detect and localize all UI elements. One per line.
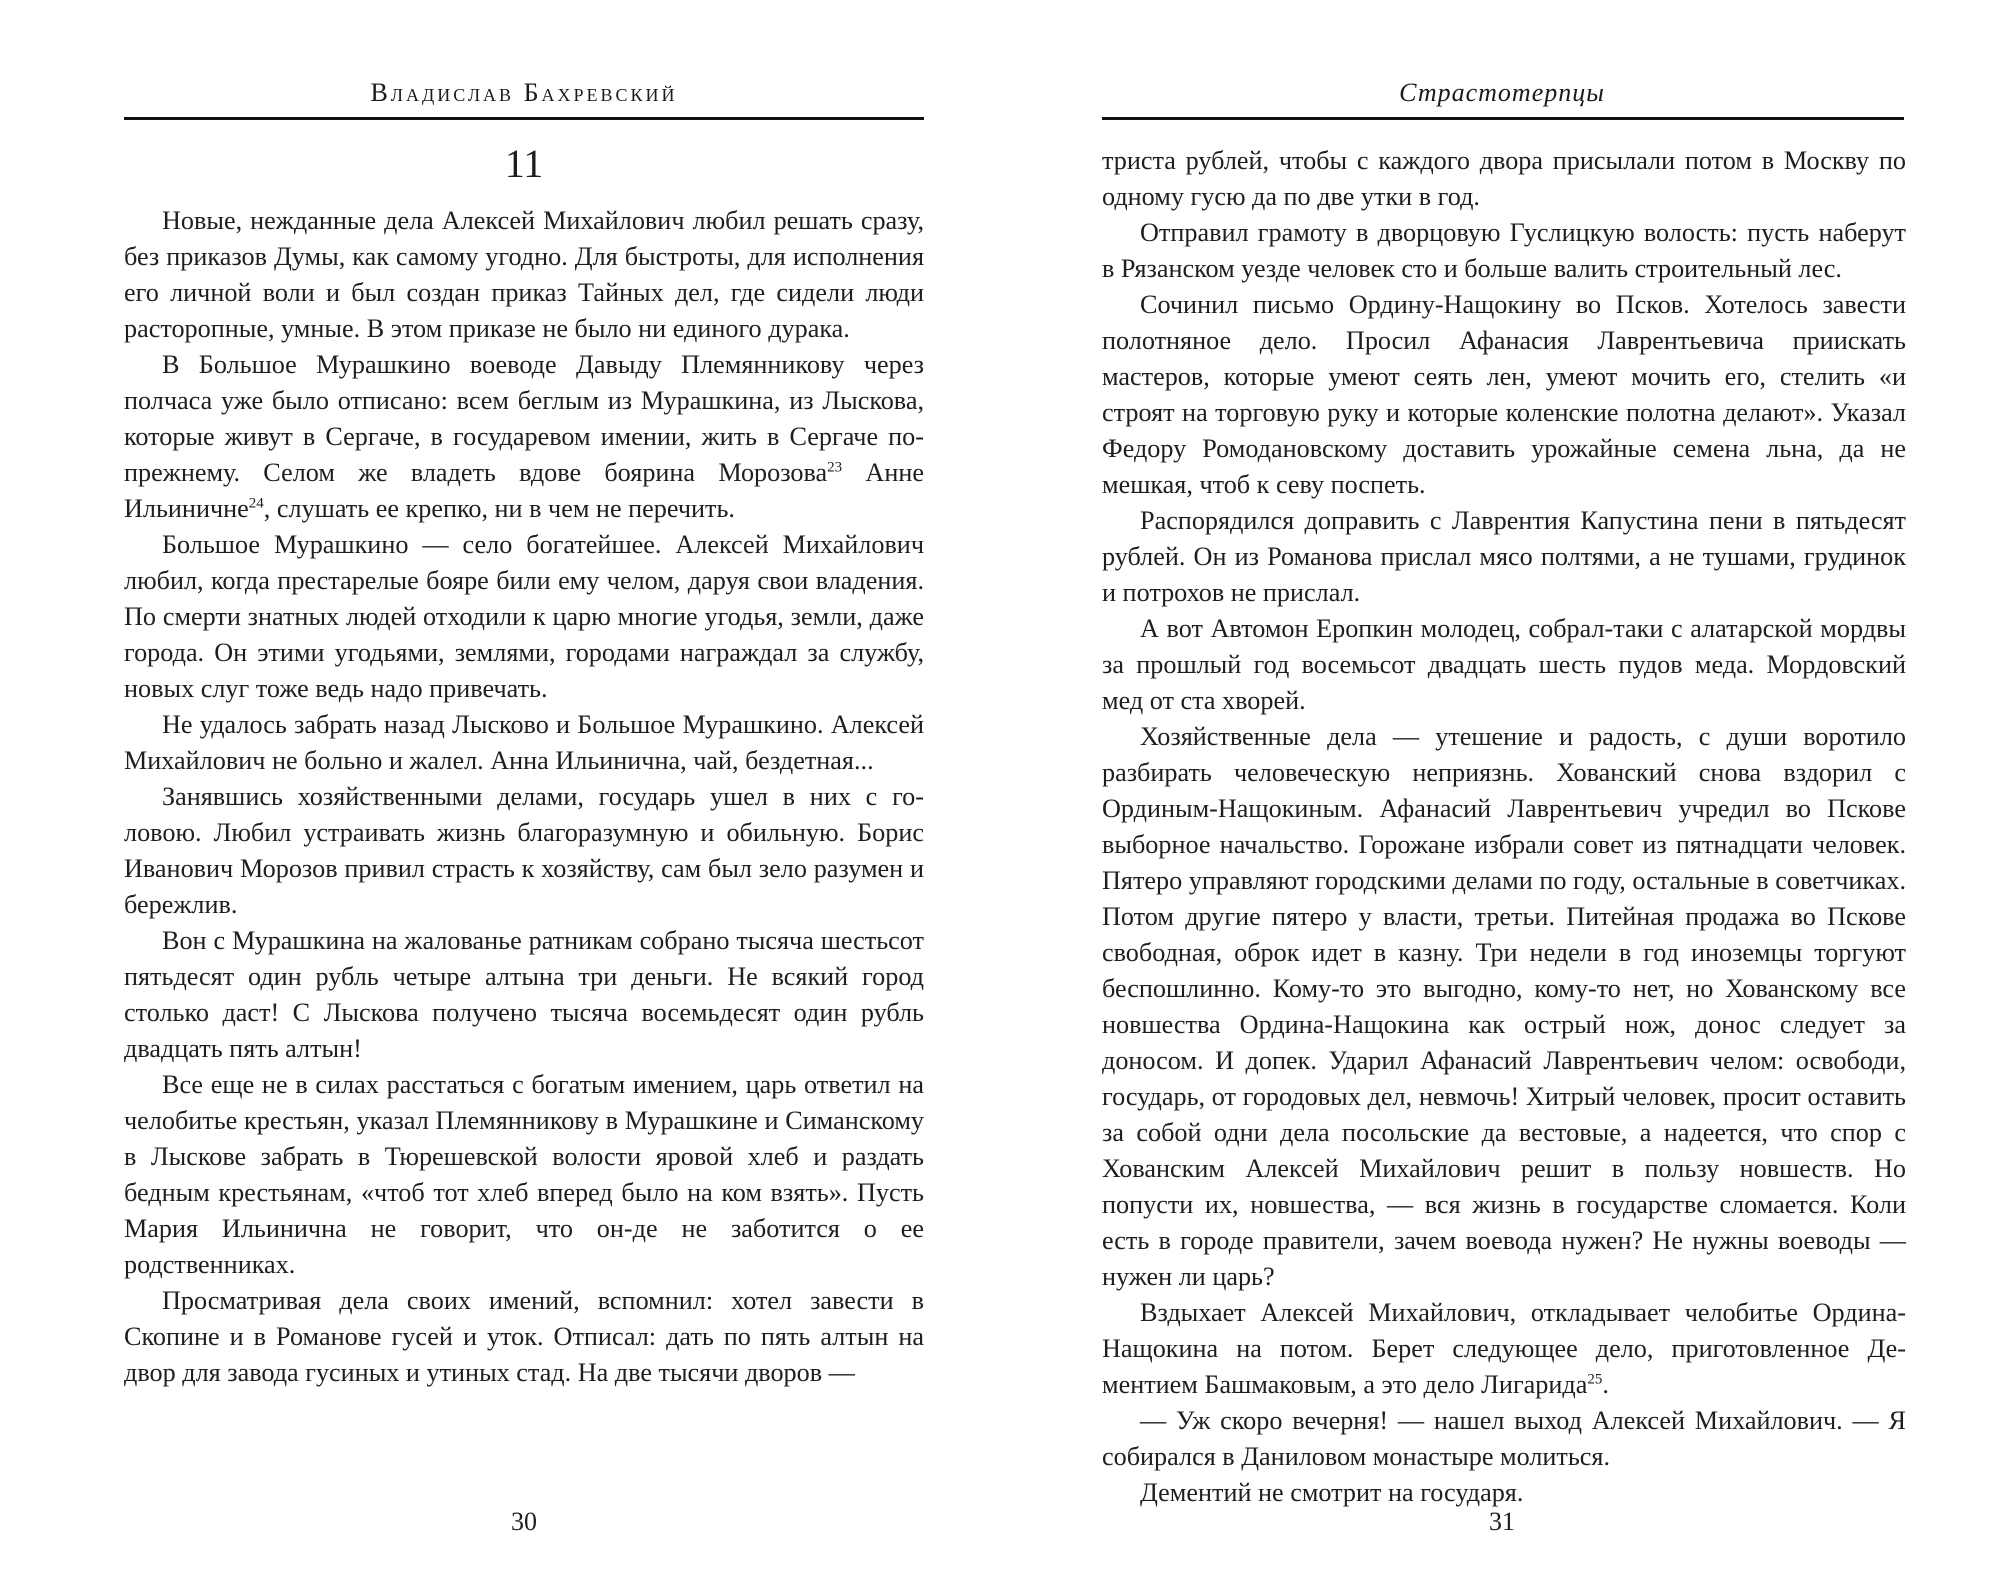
paragraph: Занявшись хозяйственными делами, государь ушел в них с головою. Любил устраивать жизнь благоразумную и обильную. Борис Иванович Морозов привил страсть к хозяйству, сам был зело разумен и бережлив. (124, 782, 924, 919)
paragraph: — Уж скоро вечерня! — нашел выход Алексей Михайлович. — Я собирался в Даниловом монастыре молиться. (1102, 1406, 1906, 1471)
paragraph: Сочинил письмо Ордину-Нащокину во Псков. Хотелось завести полотняное дело. Просил Афанасия Лаврентьевича приискать мастеров, которые умеют сеять лен, умеют мочить его, стелить «и строят на торговую руку и которые коленские полотна делают». Указал Федору Ромодановскому доставить урожайные семена льна, да не мешкая, чтоб к севу поспеть. (1102, 290, 1906, 499)
paragraph (124, 347, 924, 527)
paragraph: Дементий не смотрит на государя. (1140, 1478, 1524, 1507)
paragraph: Хозяйственные дела — утешение и радость, с души воротило разбирать человеческую неприязнь. Хованский снова вздорил с Ординым-Нащокиным. Афанасий Лаврентьевич учредил во Пскове выборное начальство. Горожане избрали совет из пятнадцати человек. Пятеро управляют городскими делами по году, остальные в советчиках. Потом другие пятеро у власти, третьи. Питейная продажа во Пскове свободная, оброк идет в казну. Три недели в год иноземцы торгуют беспошлинно. Кому-то это выгодно, кому-то нет, но Хованскому все новшества Ордина-Нащокина как острый нож, донос следует за доносом. И допек. Ударил Афанасий Лаврентьевич челом: освободи, государь, от городовых дел, невмочь! Хитрый человек, просит оставить за собой одни дела посольские да вестовые, а надеется, что спор с Хованским Алексей Михайлович решит в пользу новшеств. Но попусти их, новшества, — вся жизнь в государстве сломается. Коли есть в городе правители, зачем воевода нужен? Не нужны воеводы — нужен ли царь? (1102, 722, 1906, 1291)
running-head-author: Владислав Бахревский (370, 78, 678, 107)
paragraph: Не удалось забрать назад Лысково и Большое Мурашкино. Алексей Михайлович не больно и жалел. Анна Ильинична, чай, бездетная... (124, 710, 924, 775)
paragraph: Новые, нежданные дела Алексей Михайлович любил решать сразу, без приказов Думы, как самому угодно. Для быстроты, для исполнения его личной воли и был создан приказ Тайных дел, где сидели люди расторопные, умные. В этом приказе не было ни единого дурака. (124, 206, 924, 343)
paragraph: Распорядился доправить с Лаврентия Капустина пени в пятьдесят рублей. Он из Романова прислал мясо полтями, а не тушами, грудинок и потрохов не прислал. (1102, 506, 1906, 607)
header-rule (1102, 117, 1904, 120)
paragraph: А вот Автомон Еропкин молодец, собрал-таки с алатарской мордвы за прошлый год восемьсот двадцать шесть пудов меда. Мордовский мед от ста хворей. (1102, 614, 1906, 715)
paragraph-continuation: триста рублей, чтобы с каждого двора присылали потом в Москву по одному гусю да по две утки в год. (1102, 146, 1906, 211)
right-page (1000, 0, 2005, 1582)
paragraph: Все еще не в силах расстаться с богатым имением, царь ответил на челобитье крестьян, указал Племянникову в Мурашкине и Симанскому в Лыскове забрать в Тюрешевской волости яровой хлеб и раздать бедным крестьянам, «чтоб тот хлеб вперед было на ком взять». Пусть Мария Ильинична не говорит, что он-де не заботится о ее родственниках. (124, 1070, 924, 1279)
header-rule (124, 117, 924, 120)
body-text (124, 203, 924, 1391)
paragraph: Отправил грамоту в дворцовую Гуслицкую волость: пусть наберут в Рязанском уезде человек сто и больше валить строительный лес. (1102, 218, 1906, 283)
page-number: 31 (1489, 1507, 1515, 1536)
paragraph-text: Вздыхает Алексей Михайлович, откладывает челобитье Ордина-Нащокина на потом. Берет следующее дело, приготовленное Дементием Башмаковым, а это дело Лигарида (1102, 1298, 1906, 1399)
paragraph-text: Анне Ильиничне (124, 458, 924, 523)
paragraph-text: В Большое Мурашкино воеводе Давыду Племянникову через полчаса уже было отписано: всем беглым из Мурашкина, из Лыскова, которые живут в Сергаче, в государевом имении, жить в Сергаче по-прежнему. Селом же владеть вдове боярина Морозова (124, 350, 924, 487)
footnote-ref: 25 (1587, 1371, 1603, 1388)
paragraph (1102, 1295, 1906, 1403)
chapter-number: 11 (504, 141, 544, 186)
footnote-ref: 24 (248, 495, 264, 512)
left-page (0, 0, 1000, 1582)
paragraph-text: , слушать ее крепко, ни в чем не перечить. (263, 494, 735, 523)
paragraph-text: . (1602, 1370, 1609, 1399)
footnote-ref: 23 (827, 459, 843, 476)
page-number: 30 (511, 1507, 537, 1536)
body-text (1102, 143, 1906, 1511)
running-head-title: Страстотерпцы (1399, 78, 1605, 107)
paragraph: Просматривая дела своих имений, вспомнил: хотел завести в Скопине и в Романове гусей и уток. Отписал: дать по пять алтын на двор для завода гусиных и утиных стад. На две тысячи дворов — (124, 1286, 924, 1387)
paragraph: Большое Мурашкино — село богатейшее. Алексей Михайлович любил, когда престарелые бояре били ему челом, даруя свои владения. По смерти знатных людей отходили к царю многие угодья, земли, даже города. Он этими угодьями, землями, городами награждал за службу, новых слуг тоже ведь надо привечать. (124, 530, 924, 703)
paragraph: Вон с Мурашкина на жалованье ратникам собрано тысяча шестьсот пятьдесят один рубль четыре алтына три деньги. Не всякий город столько даст! С Лыскова получено тысяча восемьдесят один рубль двадцать пять алтын! (124, 926, 924, 1063)
